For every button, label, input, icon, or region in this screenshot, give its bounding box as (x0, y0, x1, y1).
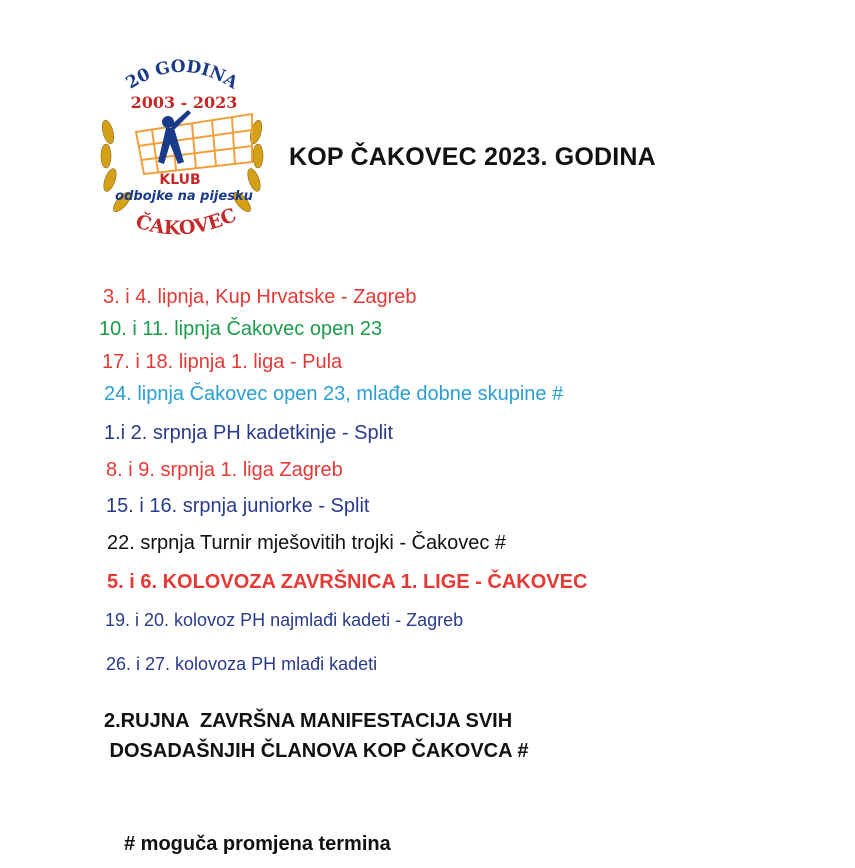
svg-text:ČAKOVEC (133, 204, 240, 240)
logo-top-text: 20 GODINA (122, 56, 242, 94)
event-item: 8. i 9. srpnja 1. liga Zagreb (106, 459, 343, 481)
final-event-line1: 2.RUJNA ZAVRŠNA MANIFESTACIJA SVIH (104, 710, 513, 732)
final-event-line2: DOSADAŠNJIH ČLANOVA KOP ČAKOVCA # (104, 740, 529, 762)
volleyball-net-icon (136, 114, 252, 174)
page-title: KOP ČAKOVEC 2023. GODINA (289, 143, 656, 171)
logo-klub: KLUB (159, 172, 201, 188)
final-event (104, 706, 529, 766)
event-item: 24. lipnja Čakovec open 23, mlađe dobne skupine # (104, 383, 564, 405)
event-item: 3. i 4. lipnja, Kup Hrvatske - Zagreb (103, 286, 417, 308)
logo-years: 2003 - 2023 (130, 93, 238, 112)
svg-text:20 GODINA (123, 57, 242, 94)
logo-city: ČAKOVEC (133, 203, 240, 240)
event-item: 15. i 16. srpnja juniorke - Split (106, 495, 370, 517)
logo-tagline: odbojke na pijesku (115, 189, 253, 204)
event-item: 1.i 2. srpnja PH kadetkinje - Split (104, 422, 394, 444)
club-logo (92, 52, 272, 252)
event-item: 26. i 27. kolovoza PH mlađi kadeti (106, 654, 378, 674)
event-item: 10. i 11. lipnja Čakovec open 23 (99, 318, 383, 340)
event-item: 17. i 18. lipnja 1. liga - Pula (102, 351, 343, 373)
footnote: # moguča promjena termina (124, 833, 391, 855)
event-item-highlight: 5. i 6. KOLOVOZA ZAVRŠNICA 1. LIGE - ČAKOVEC (107, 571, 588, 593)
event-item: 19. i 20. kolovoz PH najmlađi kadeti - Zagreb (105, 610, 464, 630)
event-item: 22. srpnja Turnir mješovitih trojki - Čakovec # (107, 532, 507, 554)
